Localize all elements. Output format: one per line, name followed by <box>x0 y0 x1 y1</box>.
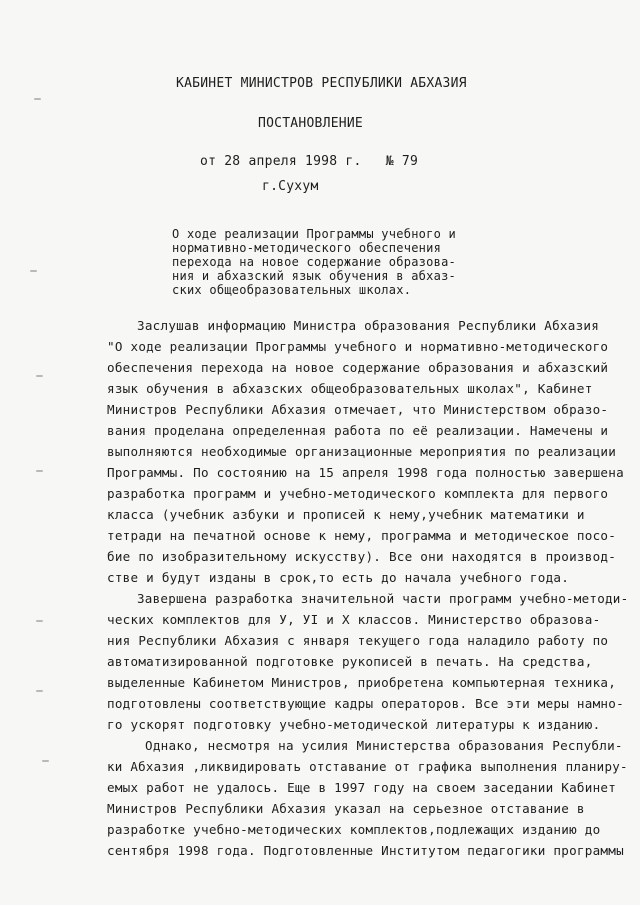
body-line: Министров Республики Абхазия отмечает, что Министерством образо- <box>107 402 609 417</box>
subject-line: ских общеобразовательных школах. <box>172 283 412 297</box>
body-line: ния Республики Абхазия с января текущего года наладило работу по <box>107 633 609 648</box>
body-line: емых работ не удалось. Еще в 1997 году на своем заседании Кабинет <box>107 780 617 795</box>
body-line: бие по изобразительному искусству). Все они находятся в производ- <box>107 549 617 564</box>
body-line: ческих комплектов для У, УI и Х классов. Министерство образова- <box>107 612 601 627</box>
body-line: автоматизированной подготовке рукописей в печать. На средства, <box>107 654 593 669</box>
body-line: Министров Республики Абхазия указал на серьезное отставание в <box>107 801 585 816</box>
body-line: разработка программ и учебно-методического комплекта для первого <box>107 486 609 501</box>
cabinet-heading: КАБИНЕТ МИНИСТРОВ РЕСПУБЛИКИ АБХАЗИЯ <box>176 76 467 91</box>
subject-line: О ходе реализации Программы учебного и <box>172 227 457 241</box>
body-line: Заслушав информацию Министра образования Республики Абхазия <box>137 318 600 333</box>
body-line: обеспечения перехода на новое содержание образования и абхазский <box>107 360 609 375</box>
body-line: го ускорят подготовку учебно-методической литературы к изданию. <box>107 717 601 732</box>
body-line: ки Абхазия ,ликвидировать отставание от графика выполнения планиру- <box>107 759 628 774</box>
body-line: язык обучения в абхазских общеобразовательных школах", Кабинет <box>107 381 593 396</box>
body-line: разработке учебно-методических комплектов,подлежащих изданию до <box>107 822 601 837</box>
binding-mark <box>36 690 43 692</box>
binding-mark <box>42 760 49 762</box>
body-line: тетради на печатной основе к нему, программа и методическое посо- <box>107 528 617 543</box>
body-line: выполняются необходимые организационные мероприятия по реализации <box>107 444 617 459</box>
binding-mark <box>36 470 43 472</box>
body-line: класса (учебник азбуки и прописей к нему,учебник математики и <box>107 507 585 522</box>
body-line: стве и будут изданы в срок,то есть до начала учебного года. <box>107 570 570 585</box>
body-line: Программы. По состоянию на 15 апреля 1998 года полностью завершена <box>107 465 624 480</box>
body-line: Завершена разработка значительной части программ учебно-методи- <box>137 591 629 606</box>
body-line: вания проделана определенная работа по её реализации. Намечены и <box>107 423 609 438</box>
decree-date-number: от 28 апреля 1998 г. № 79 <box>200 154 419 169</box>
decree-city: г.Сухум <box>262 179 319 194</box>
binding-mark <box>36 375 43 377</box>
body-line: сентября 1998 года. Подготовленные Институтом педагогики программы <box>107 843 624 858</box>
body-line: подготовлены соответствующие кадры операторов. Все эти меры намно- <box>107 696 624 711</box>
body-line: Однако, несмотря на усилия Министерства образования Республи- <box>145 738 623 753</box>
binding-mark <box>30 270 37 272</box>
body-line: выделенные Кабинетом Министров, приобретена компьютерная техника, <box>107 675 617 690</box>
body-line: "О ходе реализации Программы учебного и нормативно-методического <box>107 339 609 354</box>
binding-mark <box>36 620 43 622</box>
decree-title: ПОСТАНОВЛЕНИЕ <box>258 116 363 131</box>
subject-line: перехода на новое содержание образова- <box>172 255 457 269</box>
subject-line: нормативно-методического обеспечения <box>172 241 442 255</box>
binding-mark <box>34 98 41 100</box>
subject-line: ния и абхазский язык обучения в абхаз- <box>172 269 457 283</box>
